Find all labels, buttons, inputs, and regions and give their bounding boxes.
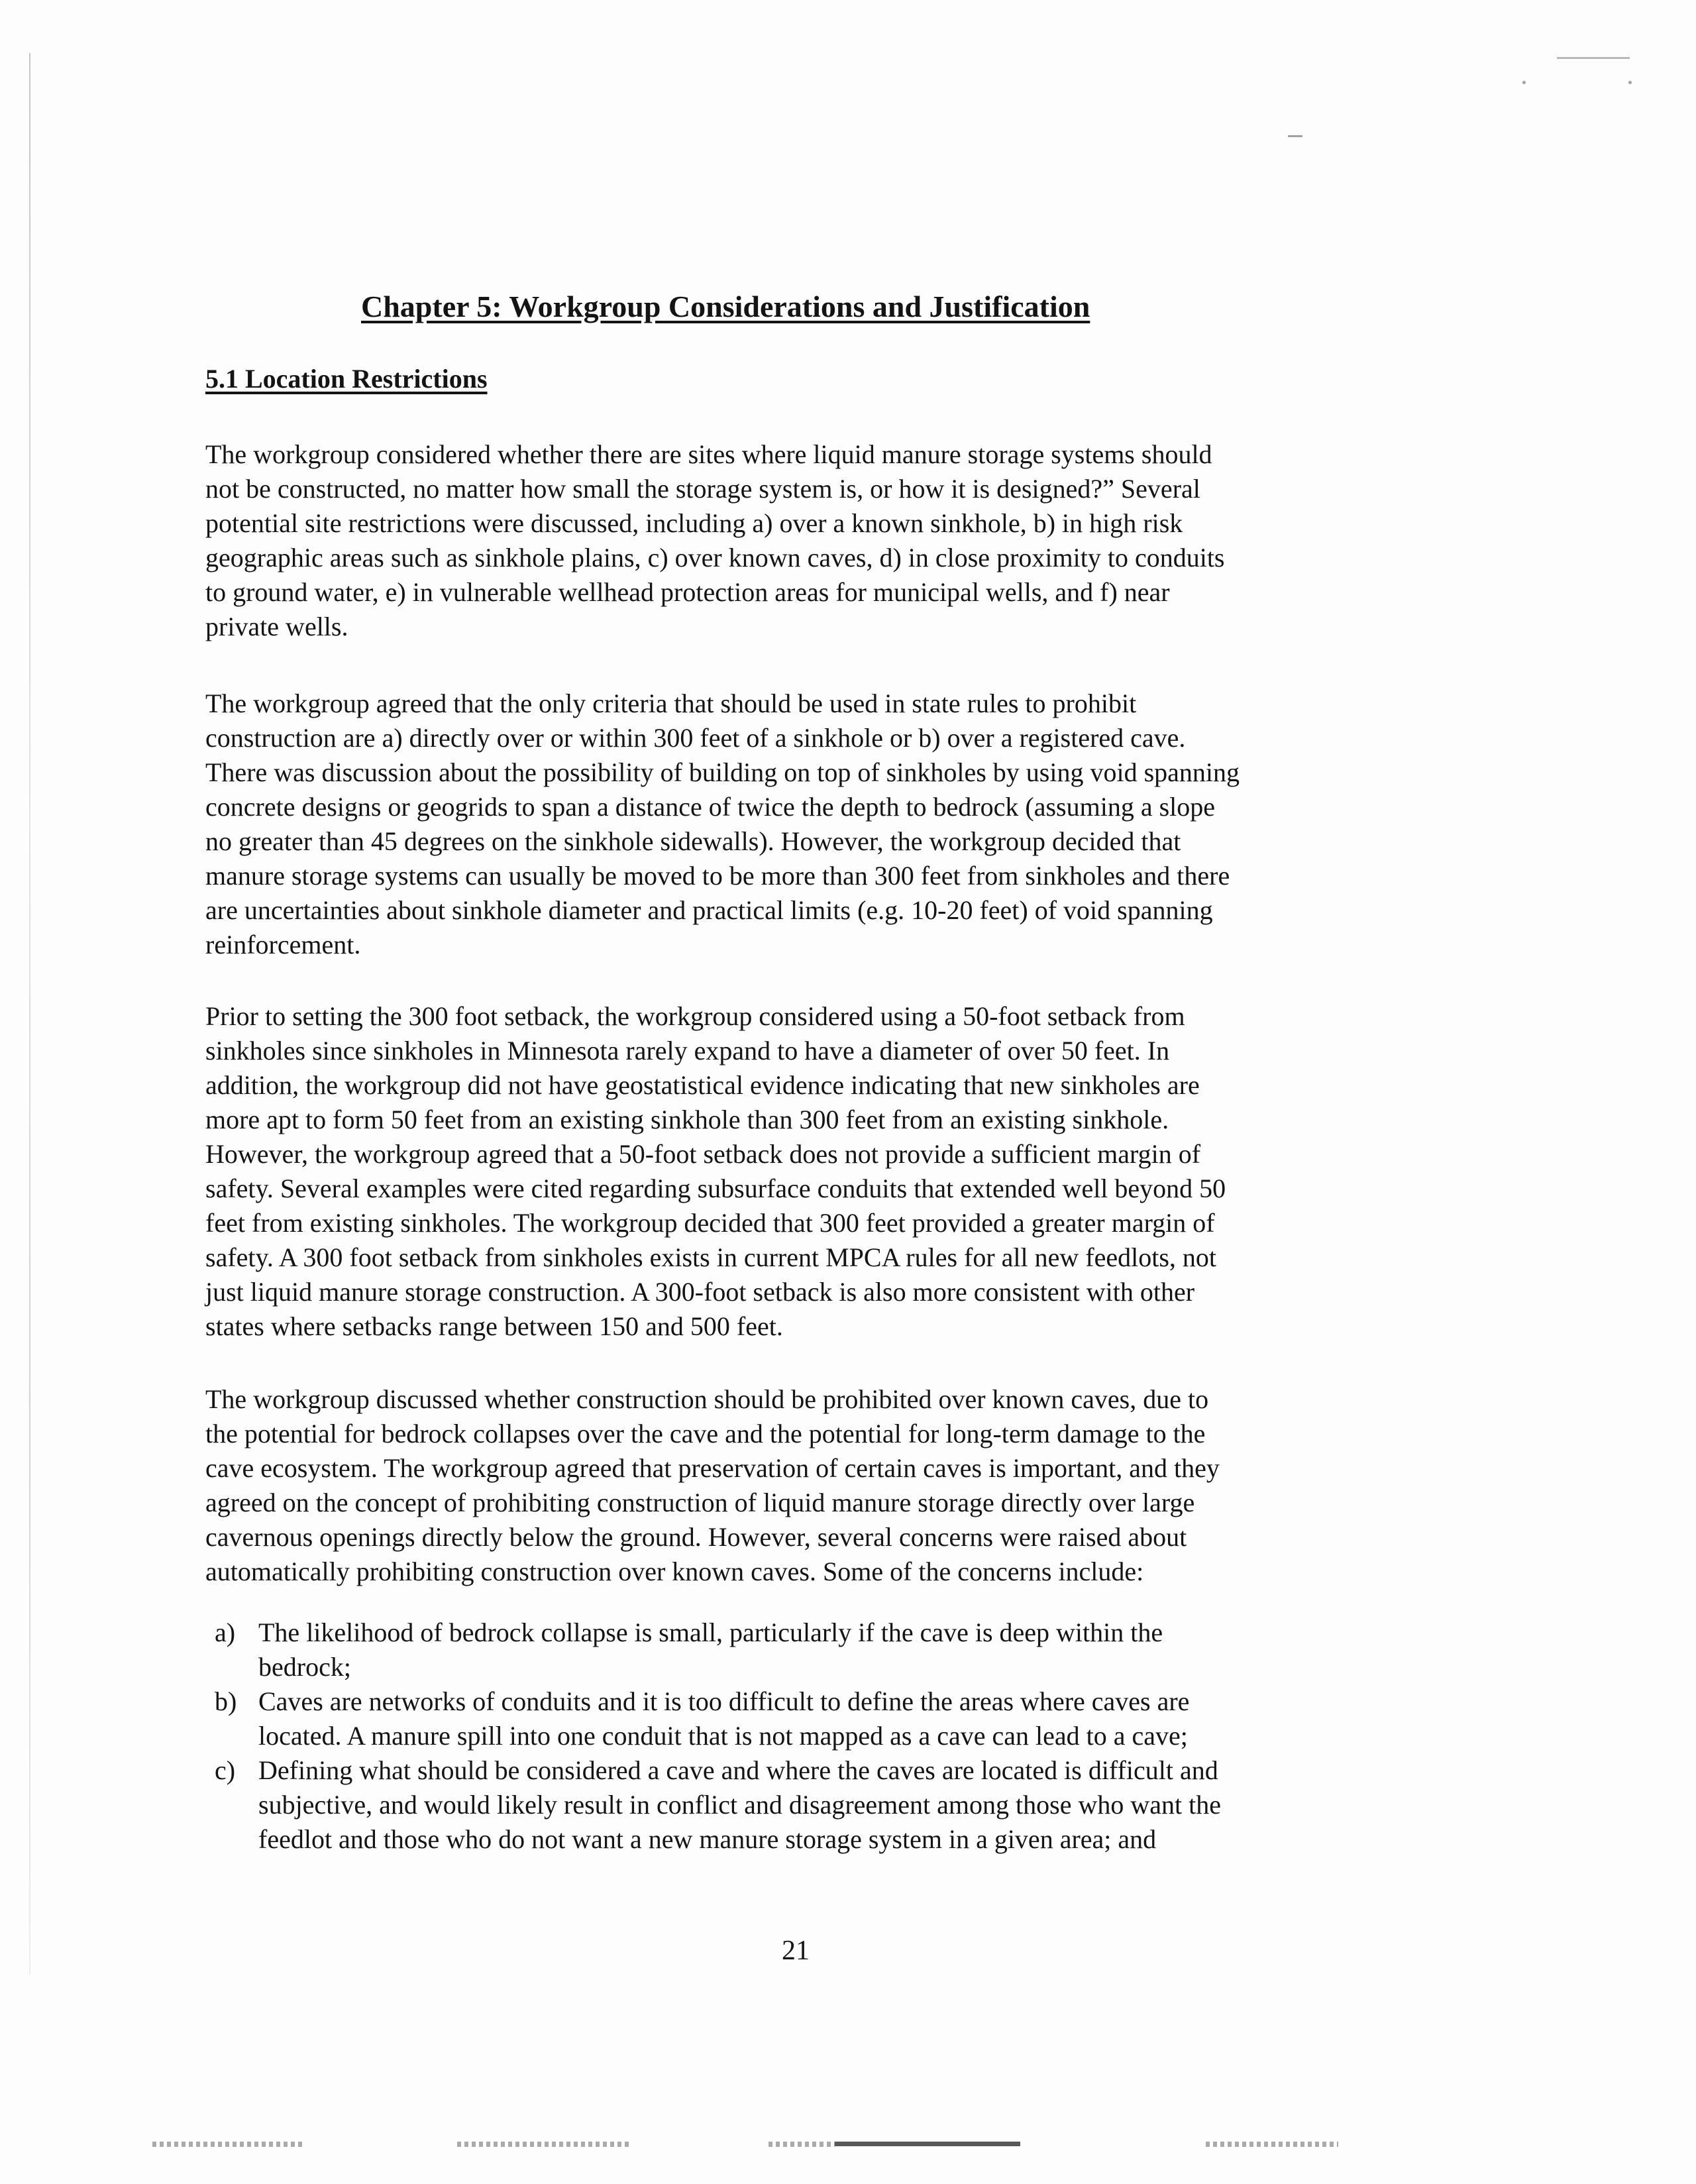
- section-title: 5.1 Location Restrictions: [205, 364, 488, 394]
- paragraph-2: [205, 686, 1398, 962]
- text-line: are uncertainties about sinkhole diameter and practical limits (e.g. 10-20 feet) of void spanning: [205, 895, 1213, 925]
- paragraph-4: [205, 1382, 1398, 1589]
- scan-speck: [1522, 81, 1526, 84]
- text-line: to ground water, e) in vulnerable wellhead protection areas for municipal wells, and f) near: [205, 577, 1170, 607]
- text-line: The workgroup considered whether there are sites where liquid manure storage systems should: [205, 439, 1212, 469]
- text-line: no greater than 45 degrees on the sinkhole sidewalls). However, the workgroup decided that: [205, 826, 1181, 856]
- text-line: Caves are networks of conduits and it is too difficult to define the areas where caves are: [258, 1686, 1190, 1716]
- scan-footer-artifact: [152, 2142, 305, 2147]
- scan-speck: [1288, 135, 1302, 137]
- paragraph-1: [205, 437, 1398, 644]
- text-line: construction are a) directly over or within 300 feet of a sinkhole or b) over a registered cave.: [205, 723, 1186, 753]
- text-line: manure storage systems can usually be moved to be more than 300 feet from sinkholes and there: [205, 861, 1230, 891]
- text-line: automatically prohibiting construction over known caves. Some of the concerns include:: [205, 1556, 1144, 1586]
- text-line: The likelihood of bedrock collapse is small, particularly if the cave is deep within the: [258, 1617, 1163, 1647]
- text-line: just liquid manure storage construction. A 300-foot setback is also more consistent with other: [205, 1277, 1195, 1307]
- concerns-list: [205, 1615, 1398, 1857]
- list-item: [205, 1615, 1398, 1684]
- text-line: cavernous openings directly below the ground. However, several concerns were raised about: [205, 1522, 1187, 1552]
- text-line: agreed on the concept of prohibiting construction of liquid manure storage directly over large: [205, 1488, 1195, 1517]
- scan-footer-artifact: [1206, 2142, 1338, 2147]
- chapter-title: Chapter 5: Workgroup Considerations and Justification: [361, 290, 1090, 323]
- scan-footer-artifact: [768, 2142, 835, 2147]
- paragraph-3: [205, 999, 1398, 1344]
- text-line: the potential for bedrock collapses over the cave and the potential for long-term damage to the: [205, 1419, 1206, 1448]
- text-line: However, the workgroup agreed that a 50-foot setback does not provide a sufficient margin of: [205, 1139, 1201, 1169]
- text-line: reinforcement.: [205, 930, 361, 959]
- scan-mark-artifact: [1557, 57, 1630, 59]
- text-line: not be constructed, no matter how small the storage system is, or how it is designed?” Several: [205, 474, 1200, 504]
- scan-speck: [1628, 81, 1632, 84]
- text-line: The workgroup discussed whether construction should be prohibited over known caves, due to: [205, 1384, 1209, 1414]
- text-line: The workgroup agreed that the only criteria that should be used in state rules to prohibit: [205, 688, 1137, 718]
- text-line: bedrock;: [258, 1652, 351, 1682]
- scan-footer-artifact: [835, 2142, 1020, 2146]
- text-line: located. A manure spill into one conduit that is not mapped as a cave can lead to a cave;: [258, 1721, 1188, 1751]
- text-line: safety. A 300 foot setback from sinkholes exists in current MPCA rules for all new feedlots, not: [205, 1242, 1217, 1272]
- text-line: concrete designs or geogrids to span a distance of twice the depth to bedrock (assuming a slope: [205, 792, 1216, 822]
- text-line: Prior to setting the 300 foot setback, the workgroup considered using a 50-foot setback from: [205, 1001, 1185, 1031]
- text-line: subjective, and would likely result in conflict and disagreement among those who want the: [258, 1790, 1221, 1820]
- text-line: There was discussion about the possibility of building on top of sinkholes by using void spanning: [205, 757, 1240, 787]
- page-number: 21: [782, 1936, 810, 1966]
- list-item: [205, 1684, 1398, 1753]
- list-marker: c): [215, 1755, 236, 1785]
- text-line: cave ecosystem. The workgroup agreed that preservation of certain caves is important, and they: [205, 1453, 1220, 1483]
- text-line: Defining what should be considered a cave and where the caves are located is difficult and: [258, 1755, 1218, 1785]
- text-line: sinkholes since sinkholes in Minnesota rarely expand to have a diameter of over 50 feet. In: [205, 1036, 1170, 1065]
- list-marker: b): [215, 1686, 237, 1716]
- text-line: states where setbacks range between 150 and 500 feet.: [205, 1311, 783, 1341]
- text-line: geographic areas such as sinkhole plains, c) over known caves, d) in close proximity to conduits: [205, 543, 1225, 573]
- list-item: [205, 1753, 1398, 1857]
- text-line: feedlot and those who do not want a new manure storage system in a given area; and: [258, 1824, 1157, 1854]
- scan-footer-artifact: [457, 2142, 629, 2147]
- list-marker: a): [215, 1617, 236, 1647]
- text-line: more apt to form 50 feet from an existing sinkhole than 300 feet from an existing sinkhole.: [205, 1105, 1169, 1134]
- text-line: private wells.: [205, 612, 348, 641]
- text-line: safety. Several examples were cited regarding subsurface conduits that extended well beyond 50: [205, 1174, 1226, 1203]
- text-line: addition, the workgroup did not have geostatistical evidence indicating that new sinkholes are: [205, 1070, 1200, 1100]
- text-line: potential site restrictions were discussed, including a) over a known sinkhole, b) in high risk: [205, 508, 1183, 538]
- text-line: feet from existing sinkholes. The workgroup decided that 300 feet provided a greater margin of: [205, 1208, 1215, 1238]
- scan-edge-artifact: [29, 53, 30, 1975]
